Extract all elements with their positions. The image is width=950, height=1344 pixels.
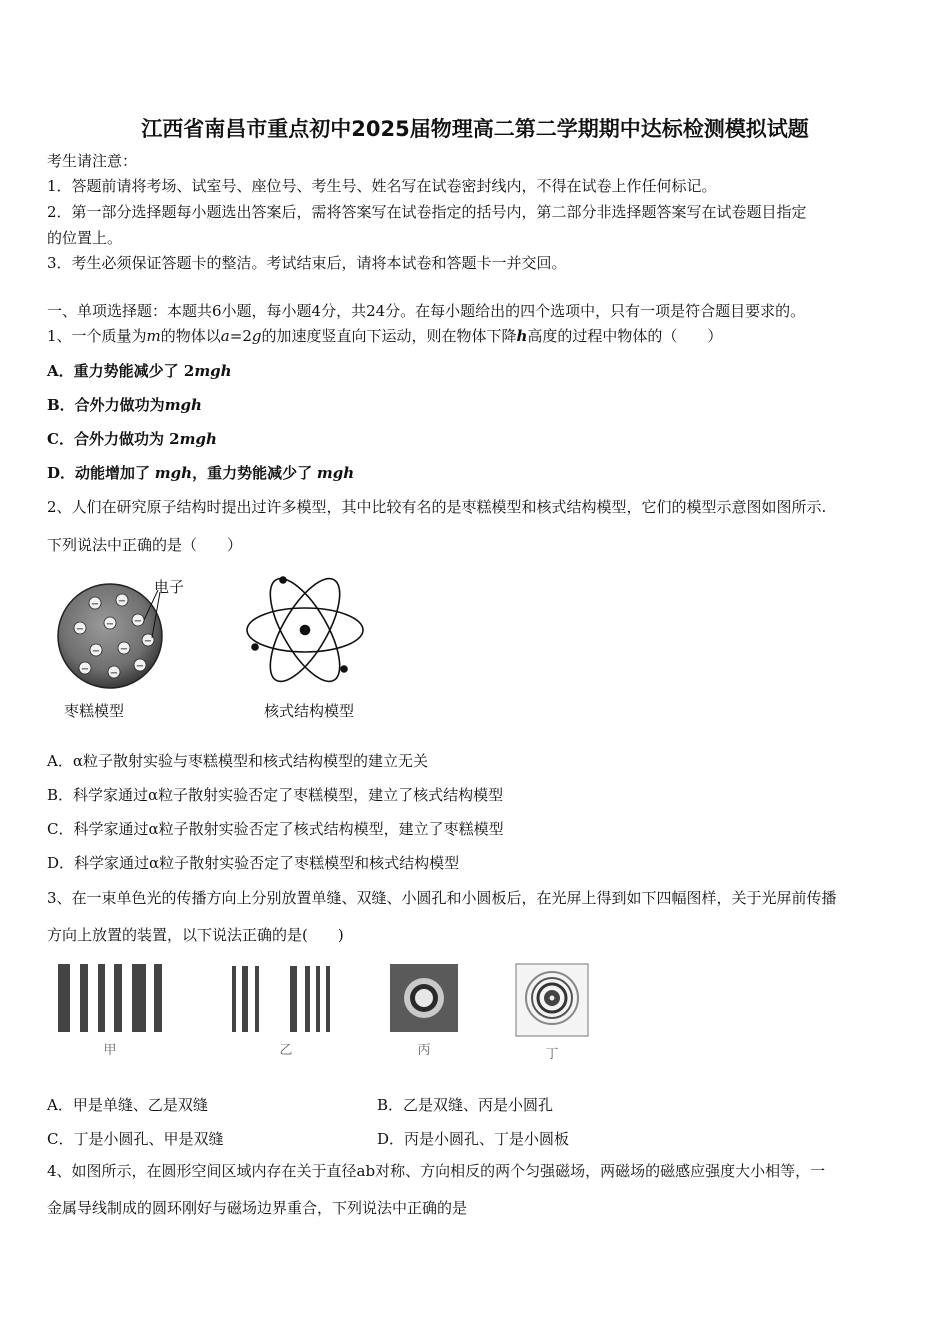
- notice-item: 1．答题前请将考场、试室号、座位号、考生号、姓名写在试卷密封线内，不得在试卷上作任何标记。: [47, 177, 717, 195]
- question-4-stem: 金属导线制成的圆环刚好与磁场边界重合，下列说法中正确的是: [47, 1199, 468, 1217]
- notice-heading: 考生请注意：: [47, 152, 138, 170]
- svg-text:−: −: [119, 644, 129, 655]
- svg-text:−: −: [143, 636, 153, 647]
- plum-pudding-model: [58, 578, 184, 720]
- electron-label: 电子: [154, 578, 185, 596]
- pattern-jia: [58, 964, 162, 1032]
- svg-text:−: −: [105, 619, 115, 630]
- page-title: 江西省南昌市重点初中2025届物理高二第二学期期中达标检测模拟试题: [141, 117, 809, 141]
- plum-pudding-label: 枣糕模型: [64, 702, 125, 720]
- q3-option-a[interactable]: A．甲是单缝、乙是双缝: [47, 1096, 208, 1114]
- svg-text:−: −: [135, 661, 145, 672]
- svg-text:−: −: [117, 596, 127, 607]
- section-heading: 一、单项选择题：本题共6小题，每小题4分，共24分。在每小题给出的四个选项中，只有一项是符合题目要求的。: [47, 302, 806, 320]
- q3-option-b[interactable]: B．乙是双缝、丙是小圆孔: [377, 1096, 554, 1114]
- q2-option-d[interactable]: D．科学家通过α粒子散射实验否定了枣糕模型和核式结构模型: [47, 854, 460, 872]
- label-yi: 乙: [279, 1043, 293, 1058]
- q2-option-b[interactable]: B．科学家通过α粒子散射实验否定了枣糕模型，建立了核式结构模型: [47, 786, 504, 804]
- pattern-yi: [232, 966, 330, 1032]
- diffraction-patterns-figure: [50, 958, 600, 1066]
- q3-option-c[interactable]: C．丁是小圆孔、甲是双缝: [47, 1130, 224, 1148]
- question-1-stem: 1、一个质量为m的物体以a=2g的加速度竖直向下运动，则在物体下降h高度的过程中物体的（ ）: [47, 327, 723, 345]
- nuclear-model: [247, 570, 363, 691]
- question-3-stem: 方向上放置的装置，以下说法正确的是( ): [47, 926, 344, 944]
- svg-text:−: −: [133, 616, 143, 627]
- svg-text:−: −: [90, 599, 100, 610]
- notice-item: 2．第一部分选择题每小题选出答案后，需将答案写在试卷指定的括号内，第二部分非选择题答案写在试卷题目指定: [47, 203, 807, 221]
- q3-option-d[interactable]: D．丙是小圆孔、丁是小圆板: [377, 1130, 570, 1148]
- pattern-bing: [390, 964, 458, 1032]
- svg-text:−: −: [109, 668, 119, 679]
- nuclear-model-label: 核式结构模型: [264, 702, 355, 720]
- notice-item: 3．考生必须保证答题卡的整洁。考试结束后，请将本试卷和答题卡一并交回。: [47, 254, 567, 272]
- svg-text:−: −: [75, 624, 85, 635]
- q1-option-b[interactable]: B．合外力做功为mgh: [47, 396, 202, 414]
- svg-text:−: −: [80, 664, 90, 675]
- q1-option-d[interactable]: D．动能增加了 mgh，重力势能减少了 mgh: [47, 464, 355, 482]
- label-ding: 丁: [545, 1047, 559, 1062]
- q1-option-c[interactable]: C．合外力做功为 2mgh: [47, 430, 217, 448]
- svg-text:−: −: [91, 646, 101, 657]
- question-2-stem: 2、人们在研究原子结构时提出过许多模型，其中比较有名的是枣糕模型和核式结构模型，它们的模型示意图如图所示.: [47, 498, 827, 516]
- question-4-stem: 4、如图所示，在圆形空间区域内存在关于直径ab对称、方向相反的两个匀强磁场，两磁场的磁感应强度大小相等，一: [47, 1162, 826, 1180]
- atom-models-figure: [50, 570, 380, 730]
- notice-item: 的位置上。: [47, 229, 123, 247]
- q1-option-a[interactable]: A．重力势能减少了 2mgh: [47, 362, 232, 380]
- question-3-stem: 3、在一束单色光的传播方向上分别放置单缝、双缝、小圆孔和小圆板后，在光屏上得到如下四幅图样，关于光屏前传播: [47, 889, 837, 907]
- label-bing: 丙: [417, 1043, 431, 1058]
- q2-option-a[interactable]: A．α粒子散射实验与枣糕模型和核式结构模型的建立无关: [47, 752, 428, 770]
- pattern-ding: [516, 964, 588, 1036]
- q2-option-c[interactable]: C．科学家通过α粒子散射实验否定了核式结构模型，建立了枣糕模型: [47, 820, 504, 838]
- question-2-stem: 下列说法中正确的是（ ）: [47, 536, 243, 554]
- label-jia: 甲: [103, 1043, 117, 1058]
